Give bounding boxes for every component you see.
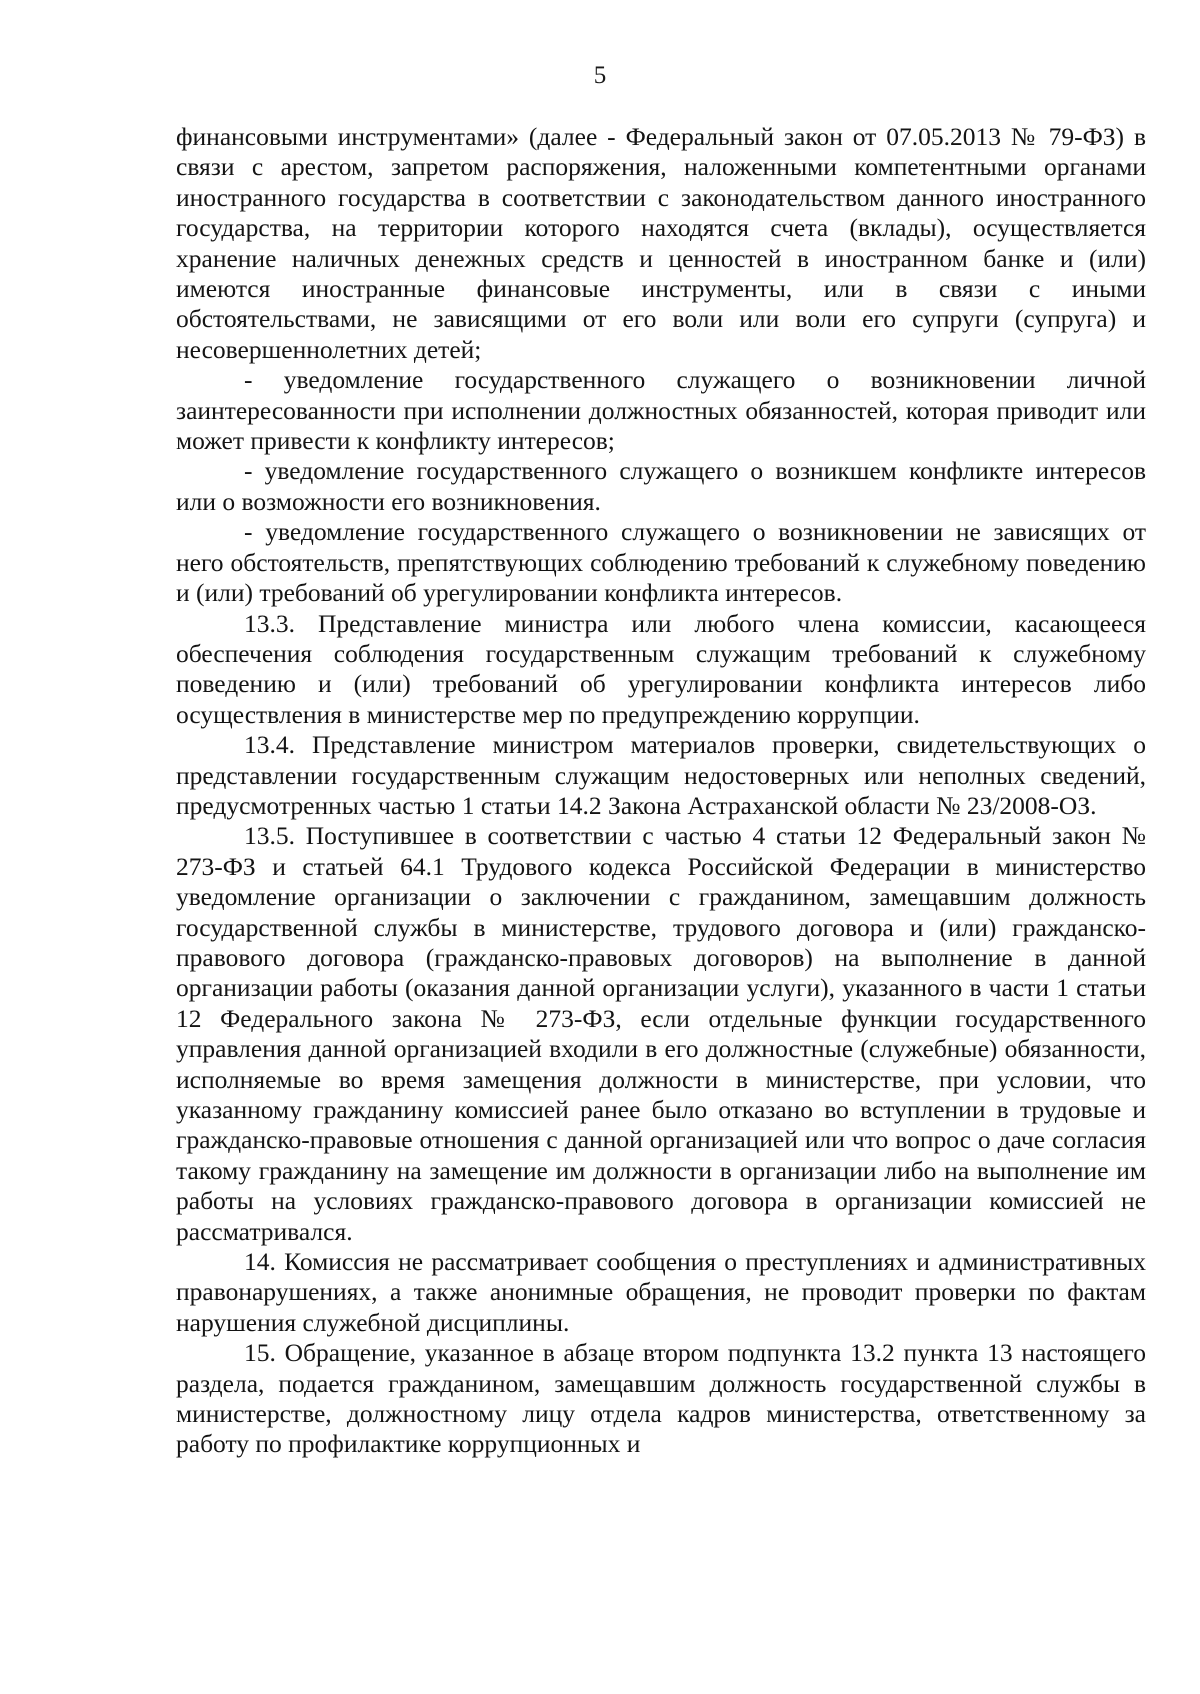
paragraph-notice-conflict: - уведомление государственного служащего о возникшем конфликте интересов или о возможности его возникновения.: [176, 456, 1146, 516]
page-number: 5: [593, 62, 607, 89]
paragraph-14: 14. Комиссия не рассматривает сообщения о преступлениях и административных правонарушениях, а также анонимные обращения, не проводит проверки по фактам нарушения служебной дисциплины.: [176, 1247, 1146, 1337]
paragraph-notice-interest: - уведомление государственного служащего о возникновении личной заинтересованности при исполнении должностных обязанностей, которая приводит или может привести к конфликту интересов;: [176, 365, 1146, 456]
paragraph-15: 15. Обращение, указанное в абзаце втором подпункта 13.2 пункта 13 настоящего раздела, подается гражданином, замещавшим должность государственной службы в министерстве, должностному лицу отдела кадров министерства, ответственному за работу по профилактике коррупционных и: [176, 1338, 1146, 1459]
paragraph-continuation: финансовыми инструментами» (далее - Федеральный закон от 07.05.2013 № 79-ФЗ) в связи с арестом, запретом распоряжения, наложенными компетентными органами иностранного государства в соответствии с законодательством данного иностранного государства, на территории которого находятся счета (вклады), осуществляется хранение наличных денежных средств и ценностей в иностранном банке и (или) имеются иностранные финансовые инструменты, или в связи с иными обстоятельствами, не зависящими от его воли или воли его супруги (супруга) и несовершеннолетних детей;: [176, 122, 1146, 364]
paragraph-13-4: 13.4. Представление министром материалов проверки, свидетельствующих о представлении государственным служащим недостоверных или неполных сведений, предусмотренных частью 1 статьи 14.2 Закона Астраханской области № 23/2008-ОЗ.: [176, 730, 1146, 820]
paragraph-13-3: 13.3. Представление министра или любого члена комиссии, касающееся обеспечения соблюдения государственным служащим требований к служебному поведению и (или) требований об урегулировании конфликта интересов либо осуществления в министерстве мер по предупреждению коррупции.: [176, 608, 1146, 729]
paragraph-13-5: 13.5. Поступившее в соответствии с частью 4 статьи 12 Федеральный закон № 273-ФЗ и статьей 64.1 Трудового кодекса Российской Федерации в министерство уведомление организации о заключении с гражданином, замещавшим должность государственной службы в министерстве, трудового договора и (или) гражданско-правового договора (гражданско-правовых договоров) на выполнение в данной организации работы (оказания данной организации услуги), указанного в части 1 статьи 12 Федерального закона № 273-ФЗ, если отдельные функции государственного управления данной организацией входили в его должностные (служебные) обязанности, исполняемые во время замещения должности в министерстве, при условии, что указанному гражданину комиссией ранее было отказано во вступлении в трудовые и гражданско-правовые отношения с данной организацией или что вопрос о даче согласия такому гражданину на замещение им должности в организации либо на выполнение им работы на условиях гражданско-правового договора в организации комиссией не рассматривался.: [176, 821, 1146, 1246]
document-body: [176, 122, 1146, 1460]
paragraph-notice-circumstances: - уведомление государственного служащего о возникновении не зависящих от него обстоятельств, препятствующих соблюдению требований к служебному поведению и (или) требований об урегулировании конфликта интересов.: [176, 517, 1146, 608]
